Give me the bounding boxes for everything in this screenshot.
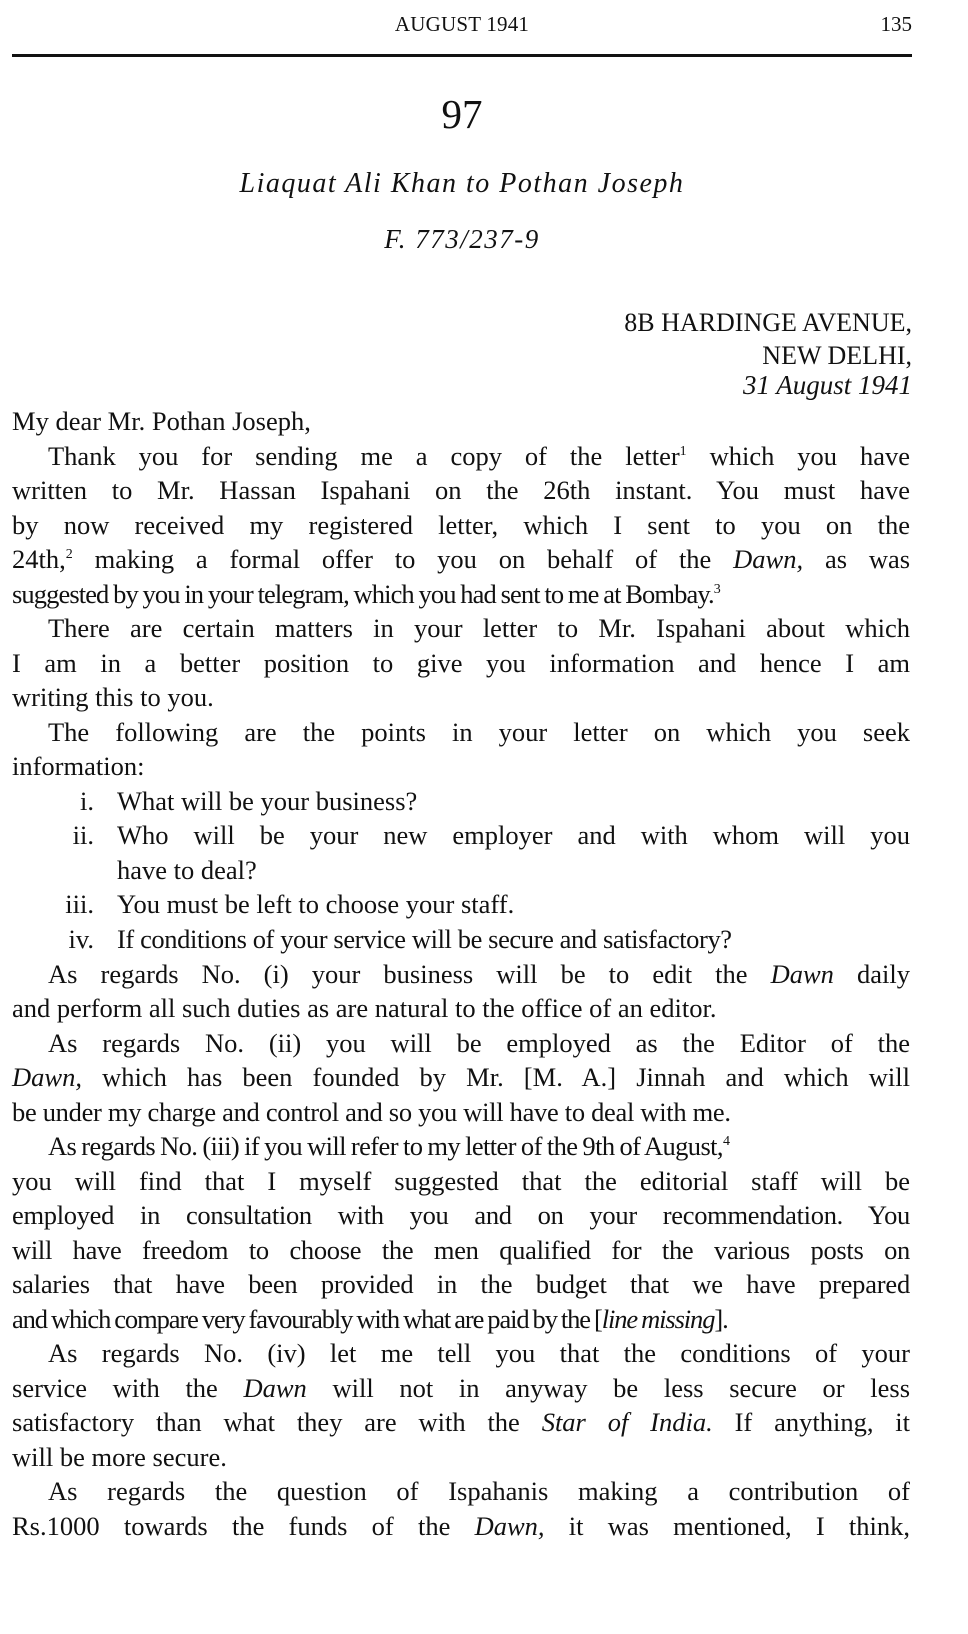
p7-line-1: As regards No. (iv) let me tell you that the conditions of your xyxy=(48,1338,910,1368)
p6-line-2: you will find that I myself suggested that the editorial staff will be xyxy=(12,1166,910,1196)
p3-line-2: information: xyxy=(12,751,145,781)
p6-line-5: salaries that have been provided in the budget that we have prepared xyxy=(12,1269,910,1299)
page-number: 135 xyxy=(880,12,912,36)
list-text: If conditions of your service will be secure and satisfactory? xyxy=(117,924,732,954)
running-title: AUGUST 1941 xyxy=(394,12,530,36)
p4-line-2: and perform all such duties as are natural to the office of an editor. xyxy=(12,993,717,1023)
page-header xyxy=(12,12,912,42)
footnote-mark-1: 1 xyxy=(679,444,687,460)
p7-line-3: satisfactory than what they are with the Star of India. If anything, it xyxy=(12,1407,911,1437)
p5-line-3: be under my charge and control and so you will have to deal with me. xyxy=(12,1097,731,1127)
document-number: 97 xyxy=(441,91,483,137)
p1-line-1: Thank you for sending me a copy of the letter$^1$ which you have xyxy=(48,441,910,471)
p3-line-1: The following are the points in your letter on which you seek xyxy=(48,717,910,747)
p5-line-2: Dawn, which has been founded by Mr. [M. A.] Jinnah and which will xyxy=(12,1062,910,1092)
p8-line-1: As regards the question of Ispahanis making a contribution of xyxy=(48,1476,910,1506)
document-reference: F. 773/237-9 xyxy=(384,224,540,254)
footnote-mark-2: 2 xyxy=(65,547,73,563)
p6-line-4: will have freedom to choose the men qualified for the various posts on xyxy=(12,1235,910,1265)
list-text: Who will be your new employer and with whom will you xyxy=(117,820,910,850)
list-number: iii. xyxy=(65,889,94,919)
p2-line-3: writing this to you. xyxy=(12,682,214,712)
p6-line-6: and which compare very favourably with what are paid by the [line missing]. xyxy=(12,1304,728,1334)
p2-line-2: I am in a better position to give you information and hence I am xyxy=(12,648,910,678)
p7-line-2: service with the Dawn will not in anyway be less secure or less xyxy=(12,1373,911,1403)
list-text: You must be left to choose your staff. xyxy=(117,889,515,919)
list-text-continued: have to deal? xyxy=(117,854,257,885)
p7-line-4: will be more secure. xyxy=(12,1442,227,1472)
list-item-iii xyxy=(12,887,910,922)
list-text: What will be your business? xyxy=(117,786,418,816)
footnote-mark-4: 4 xyxy=(722,1134,730,1150)
footnote-mark-3: 3 xyxy=(713,582,720,598)
list-item-i xyxy=(12,784,910,819)
list-item-iv xyxy=(12,922,910,957)
p6-line-3: employed in consultation with you and on your recommendation. You xyxy=(12,1200,910,1230)
list-number: i. xyxy=(80,786,94,816)
address-line-1: 8B HARDINGE AVENUE, xyxy=(624,308,912,337)
header-rule xyxy=(12,54,912,57)
p1-line-2: written to Mr. Hassan Ispahani on the 26th instant. You must have xyxy=(12,475,910,505)
p1-line-5: suggested by you in your telegram, which you had sent to me at Bombay.$^3$ xyxy=(12,579,720,609)
list-number: iv. xyxy=(68,924,94,954)
p2-line-1: There are certain matters in your letter to Mr. Ispahani about which xyxy=(48,613,910,643)
p4-line-1: As regards No. (i) your business will be to edit the Dawn daily xyxy=(48,959,911,989)
list-item-ii xyxy=(12,818,910,888)
letter-date: 31 August 1941 xyxy=(742,370,912,400)
salutation: My dear Mr. Pothan Joseph, xyxy=(12,406,311,436)
address-line-2: NEW DELHI, xyxy=(762,341,912,370)
list-number: ii. xyxy=(72,820,94,850)
document-title: Liaquat Ali Khan to Pothan Joseph xyxy=(239,168,685,199)
p6-line-1: As regards No. (iii) if you will refer to my letter of the 9th of August,$^4$ xyxy=(48,1131,730,1161)
p1-line-3: by now received my registered letter, which I sent to you on the xyxy=(12,510,910,540)
p5-line-1: As regards No. (ii) you will be employed as the Editor of the xyxy=(48,1028,910,1058)
p1-line-4: 24th,$^2$ making a formal offer to you on behalf of the Dawn, as was xyxy=(12,544,911,574)
p8-line-2: Rs.1000 towards the funds of the Dawn, it was mentioned, I think, xyxy=(12,1511,911,1541)
